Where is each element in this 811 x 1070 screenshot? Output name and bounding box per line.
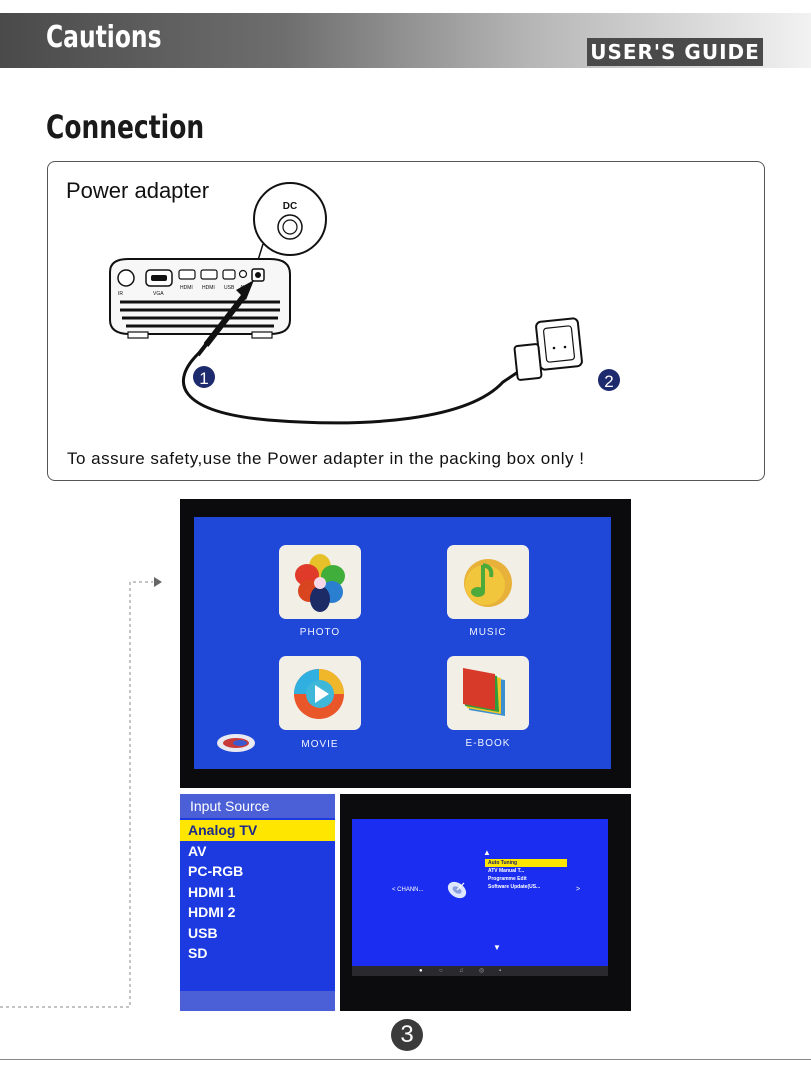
menu-down-arrow-icon[interactable]: ▼ <box>493 943 501 952</box>
port-label-usb: USB <box>224 285 235 291</box>
power-adapter-icon <box>514 344 541 380</box>
ebook-tile-label: E-BOOK <box>465 738 511 749</box>
svg-text:2: 2 <box>604 372 614 391</box>
nav-music-icon[interactable]: ♫ <box>459 968 464 974</box>
page-number: 3 <box>391 1019 423 1051</box>
tv-channel-menu <box>485 859 567 891</box>
nav-photo-icon[interactable]: ○ <box>439 968 443 974</box>
port-label-ir: IR <box>118 291 123 297</box>
tv-menu-item-programme-edit[interactable]: Programme Edit <box>488 876 527 882</box>
photo-tile[interactable] <box>279 545 361 619</box>
movie-play-icon <box>279 656 361 730</box>
satellite-dish-icon <box>444 877 470 903</box>
section-title: Connection <box>46 108 205 146</box>
input-source-footer <box>180 991 335 1011</box>
photo-tile-label: PHOTO <box>299 627 341 638</box>
ebook-tile[interactable] <box>447 656 529 730</box>
tv-menu-item-atv-manual[interactable]: ATV Manual T... <box>488 868 525 874</box>
input-item-sd[interactable]: SD <box>188 945 208 961</box>
brand-logo-icon <box>216 733 256 753</box>
input-item-analog-tv[interactable]: Analog TV <box>180 820 335 841</box>
ebook-icon <box>447 656 529 730</box>
power-adapter-panel <box>47 161 765 481</box>
nav-ebook-icon[interactable]: ▪ <box>499 968 502 974</box>
music-tile-label: MUSIC <box>469 627 507 638</box>
input-item-pc-rgb[interactable]: PC-RGB <box>188 863 244 879</box>
power-adapter-title: Power adapter <box>66 178 210 203</box>
tv-menu-photo <box>340 794 631 1011</box>
port-label-hdmi-2: HDMI <box>202 285 215 291</box>
music-tile[interactable] <box>447 545 529 619</box>
footer-divider <box>0 1059 811 1060</box>
menu-up-arrow-icon[interactable]: ▲ <box>483 848 491 857</box>
input-source-list <box>180 820 335 964</box>
nav-movie-icon[interactable]: ◎ <box>479 968 485 974</box>
safety-note: To assure safety,use the Power adapter in the packing box only ! <box>67 449 585 468</box>
movie-tile[interactable] <box>279 656 361 730</box>
step-marker-2 <box>598 369 620 391</box>
wall-socket-icon <box>536 318 583 370</box>
input-item-av[interactable]: AV <box>188 842 207 859</box>
input-item-usb[interactable]: USB <box>188 924 218 941</box>
projector-icon <box>110 259 290 338</box>
step-marker-1 <box>193 366 215 388</box>
channel-label[interactable]: < CHANN... <box>392 887 424 893</box>
power-connection-illustration <box>48 162 764 480</box>
input-source-menu <box>180 794 335 1011</box>
photo-flower-icon <box>279 545 361 619</box>
header-title: Cautions <box>46 20 162 55</box>
input-item-hdmi-2[interactable]: HDMI 2 <box>188 904 236 920</box>
tv-menu-item-software-update[interactable]: Software Update(US... <box>488 884 541 890</box>
home-screen <box>194 517 611 769</box>
port-label-hdmi-1: HDMI <box>180 285 193 291</box>
tv-menu-item-auto-tuning[interactable]: Auto Tuning <box>485 859 567 867</box>
svg-text:1: 1 <box>199 369 209 388</box>
input-item-hdmi-1[interactable]: HDMI 1 <box>188 883 236 900</box>
nav-home-icon[interactable]: ● <box>419 968 423 974</box>
tv-menu-screen <box>352 819 608 966</box>
input-source-title: Input Source <box>180 794 335 818</box>
music-note-icon <box>447 545 529 619</box>
port-label-vga: VGA <box>153 291 164 297</box>
home-screen-photo <box>180 499 631 788</box>
dashed-connector <box>0 570 170 1015</box>
menu-right-arrow[interactable]: > <box>576 886 581 893</box>
movie-tile-label: MOVIE <box>301 739 339 750</box>
power-cable <box>183 352 518 423</box>
dc-label: DC <box>282 201 298 212</box>
users-guide-badge: USER'S GUIDE <box>587 38 763 66</box>
dc-jack-inner <box>283 220 297 234</box>
tv-bottom-bar <box>352 966 608 976</box>
